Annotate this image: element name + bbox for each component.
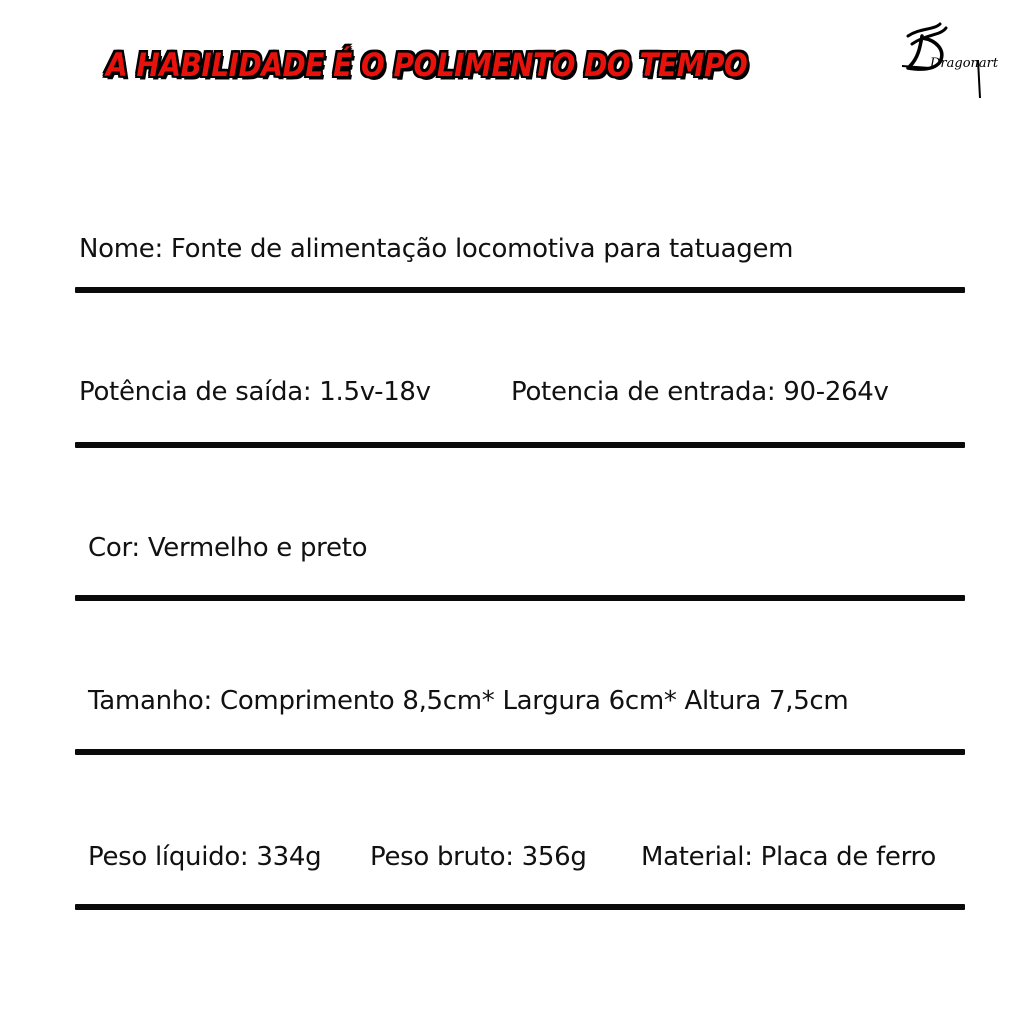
spec-potencia-saida: Potência de saída: 1.5v-18v [79, 377, 431, 407]
brand-logo [900, 14, 1010, 104]
spec-peso-liquido: Peso líquido: 334g [88, 842, 322, 872]
logo-wordmark: Dragonart [930, 56, 999, 71]
divider-4 [75, 749, 965, 755]
divider-2 [75, 442, 965, 448]
divider-3 [75, 595, 965, 601]
divider-5 [75, 904, 965, 910]
spec-tamanho: Tamanho: Comprimento 8,5cm* Largura 6cm* Altura 7,5cm [88, 686, 849, 716]
spec-material: Material: Placa de ferro [641, 842, 936, 872]
divider-1 [75, 287, 965, 293]
spec-nome: Nome: Fonte de alimentação locomotiva para tatuagem [79, 234, 794, 264]
headline: A HABILIDADE É O POLIMENTO DO TEMPO [106, 46, 748, 84]
spec-cor: Cor: Vermelho e preto [88, 533, 368, 563]
spec-potencia-entrada: Potencia de entrada: 90-264v [511, 377, 889, 407]
spec-peso-bruto: Peso bruto: 356g [370, 842, 587, 872]
